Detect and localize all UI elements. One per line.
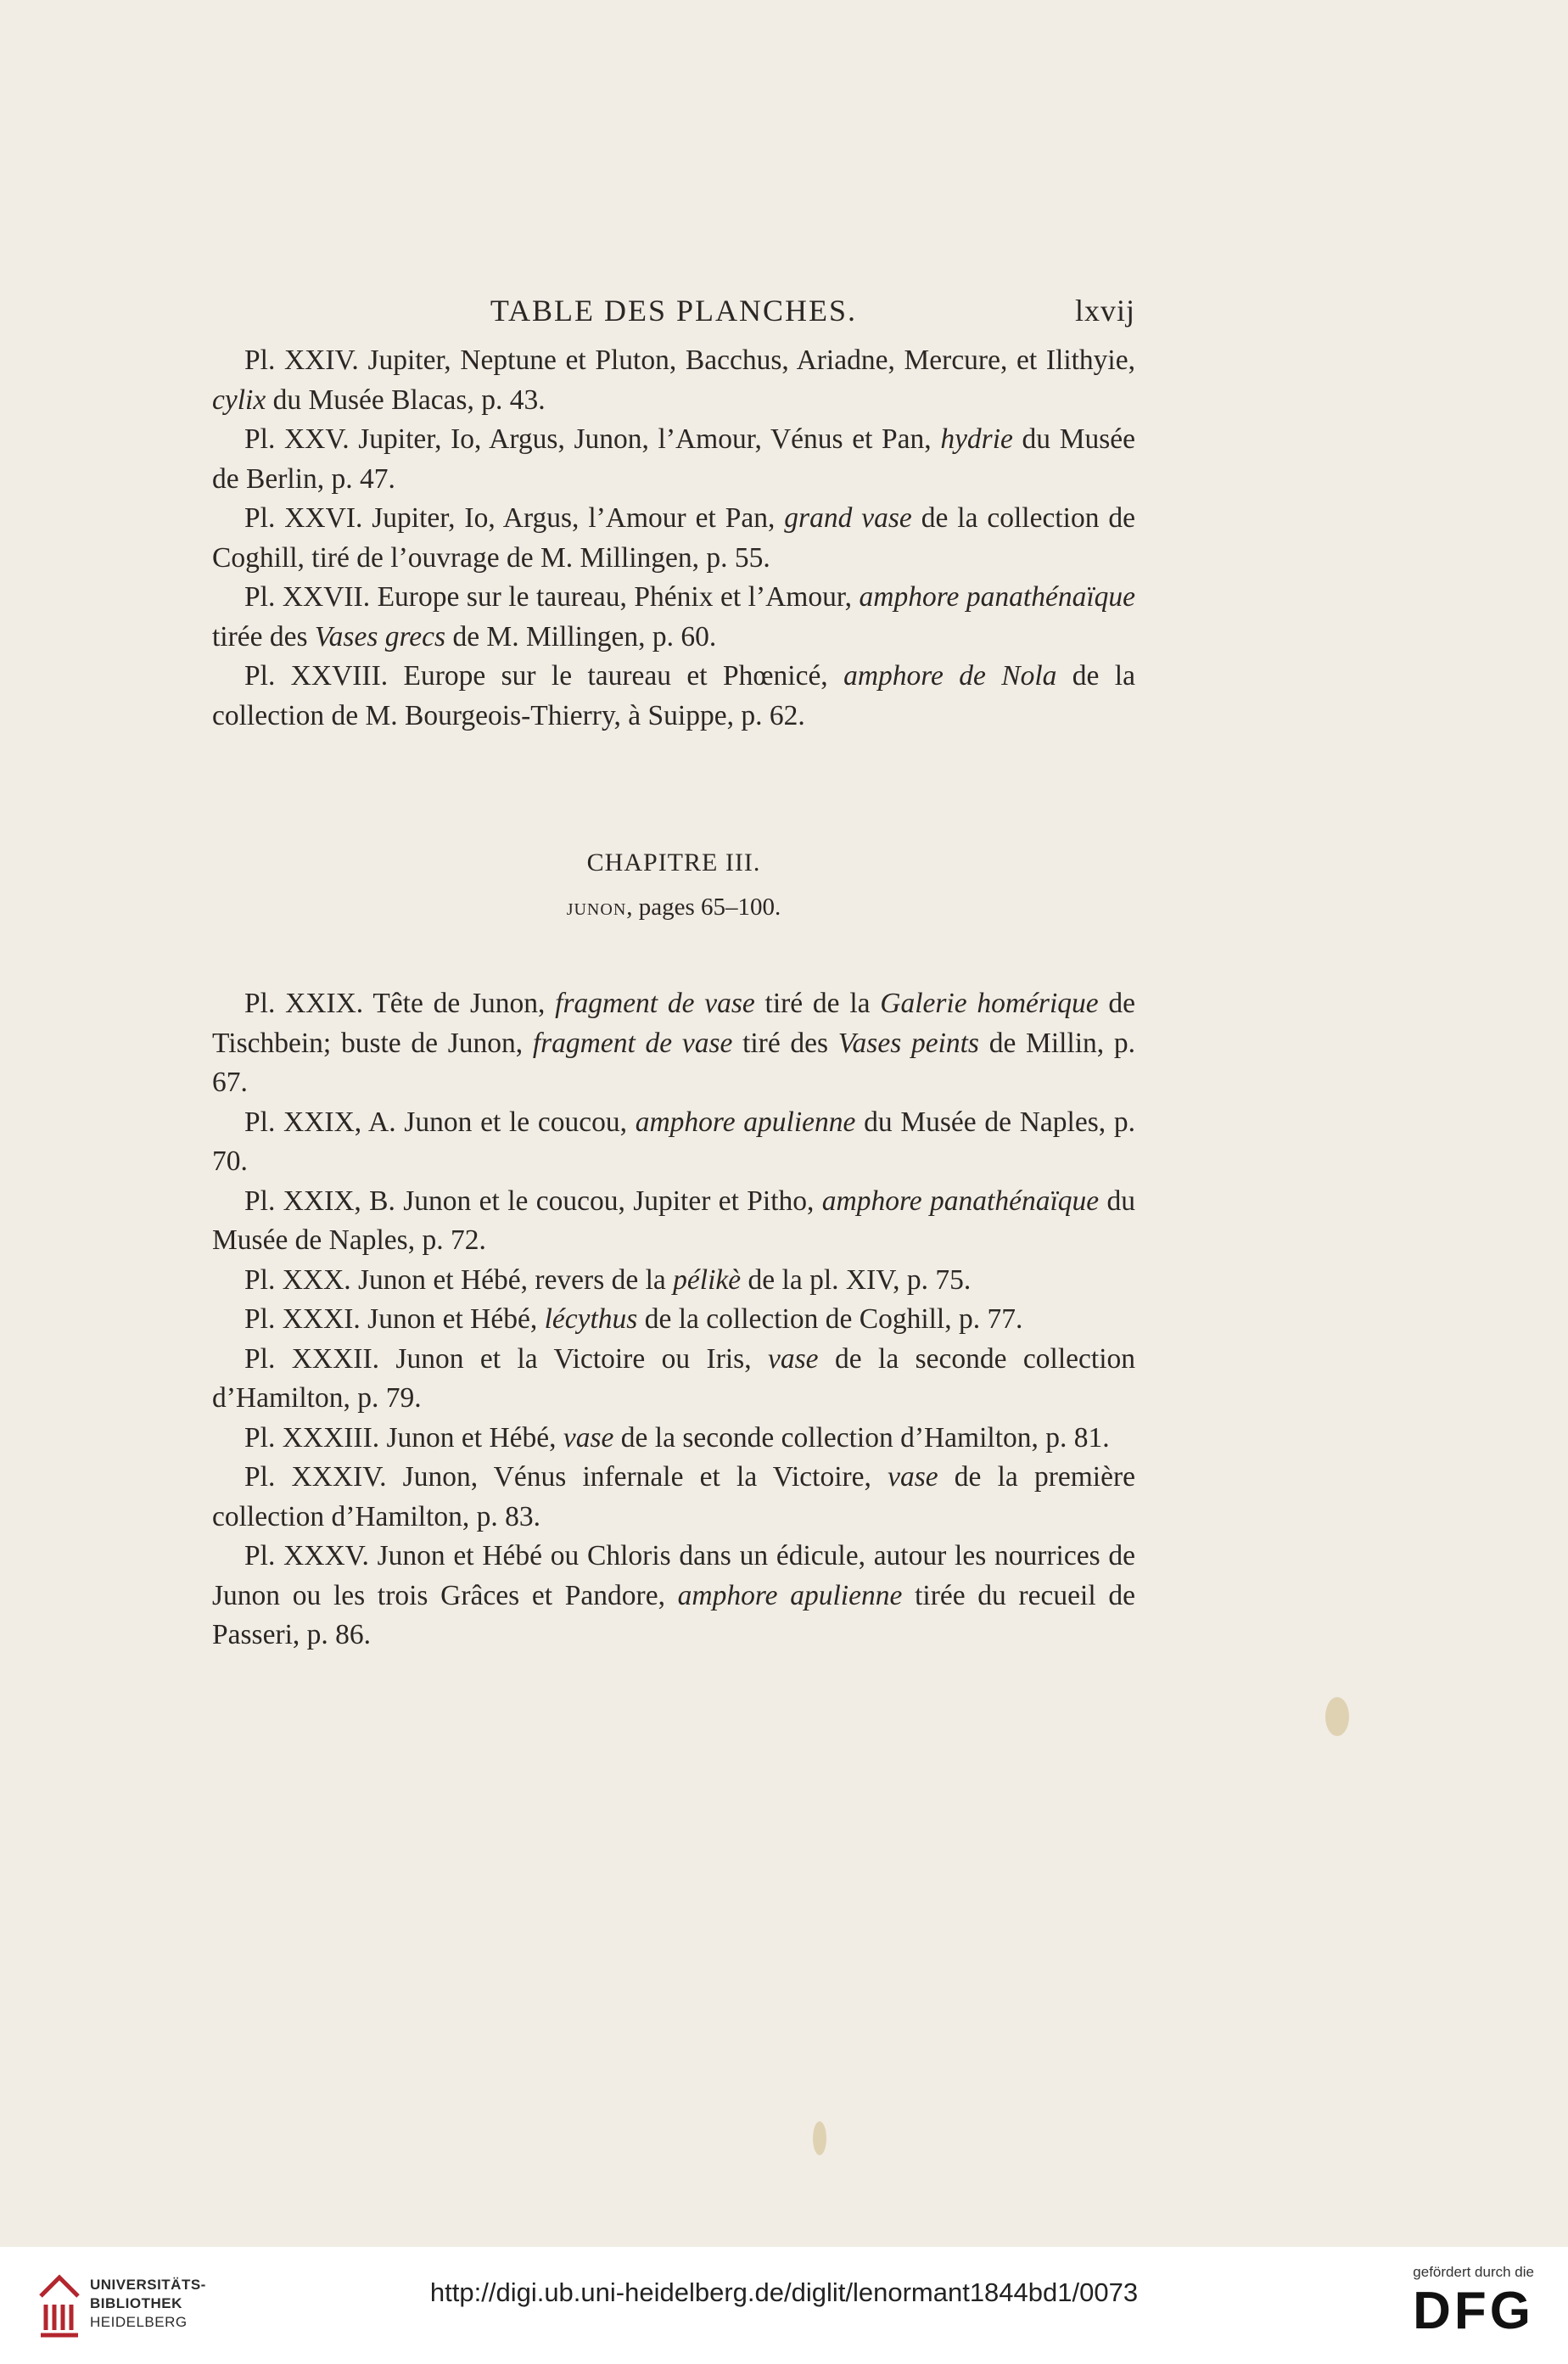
object-type: pélikè	[673, 1263, 742, 1296]
entry-text: Pl. XXXII. Junon et la Victoire ou Iris,	[244, 1342, 769, 1375]
entry-text: Pl. XXVIII. Europe sur le taureau et Phœnicé,	[244, 660, 844, 692]
entry-text: Pl. XXIX, A. Junon et le coucou,	[244, 1106, 636, 1138]
digitization-footer	[0, 2247, 1568, 2364]
object-type: vase	[888, 1461, 938, 1493]
object-type: amphore panathénaïque	[821, 1185, 1100, 1217]
paper-stain	[1325, 1697, 1349, 1736]
entry-text: Pl. XXVI. Jupiter, Io, Argus, l’Amour et Pan,	[244, 502, 785, 534]
funder-name: DFG	[1413, 2282, 1534, 2340]
plate-entry	[212, 499, 1135, 578]
object-type: vase	[563, 1421, 614, 1454]
library-name-line-2: BIBLIOTHEK	[90, 2295, 182, 2311]
permalink-url[interactable]: http://digi.ub.uni-heidelberg.de/diglit/lenormant1844bd1/0073	[429, 2277, 1139, 2307]
library-name-line-1: UNIVERSITÄTS-	[90, 2277, 206, 2293]
entry-text: Pl. XXXV. Junon et Hébé ou Chloris dans un édicule, autour les nourrices de Junon ou les trois Grâces et Pandore,	[212, 1540, 1135, 1611]
entry-text: du Musée de Naples, p. 72.	[212, 1185, 1135, 1256]
object-type: vase	[768, 1342, 819, 1375]
object-type: hydrie	[940, 423, 1013, 455]
entry-text: Pl. XXXI. Junon et Hébé,	[244, 1303, 545, 1335]
object-type: Vases grecs	[314, 620, 446, 653]
entry-text: tiré des	[732, 1027, 838, 1059]
object-type: Galerie homérique	[880, 988, 1099, 1019]
object-type: amphore panathénaïque	[859, 581, 1135, 613]
entry-text: de la collection de Coghill, p. 77.	[637, 1303, 1023, 1335]
running-header	[212, 284, 1135, 335]
object-type: amphore apulienne	[635, 1106, 856, 1138]
entry-text: du Musée de Naples, p. 70.	[212, 1106, 1135, 1177]
entry-text: du Musée de Berlin, p. 47.	[212, 423, 1136, 495]
plate-entry	[212, 341, 1135, 420]
entry-text: de Millin, p. 67.	[212, 1027, 1136, 1098]
paper-stain	[813, 2121, 826, 2155]
object-type: amphore de Nola	[843, 660, 1057, 692]
entry-text: Pl. XXVII. Europe sur le taureau, Phénix et l’Amour,	[244, 581, 860, 613]
plates-list-part-1	[212, 341, 1135, 736]
library-name-line-3: HEIDELBERG	[90, 2314, 188, 2330]
entry-text: Pl. XXXIV. Junon, Vénus infernale et la Victoire,	[244, 1461, 888, 1493]
plate-entry	[212, 984, 1135, 1103]
entry-text: du Musée Blacas, p. 43.	[266, 384, 546, 416]
entry-text: Pl. XXV. Jupiter, Io, Argus, Junon, l’Amour, Vénus et Pan,	[244, 423, 941, 455]
page-number: lxvij	[1074, 294, 1135, 328]
entry-text: Pl. XXX. Junon et Hébé, revers de la	[244, 1263, 674, 1296]
entry-text: de Tischbein; buste de Junon,	[212, 988, 1136, 1059]
entry-text: Pl. XXXIII. Junon et Hébé,	[244, 1421, 563, 1454]
object-type: amphore apulienne	[677, 1579, 903, 1611]
entry-text: de la seconde collection d’Hamilton, p. 81.	[613, 1421, 1110, 1454]
plates-list-part-2	[212, 984, 1135, 1655]
object-type: cylix	[212, 384, 266, 416]
plate-entry	[212, 1340, 1135, 1419]
plate-entry	[212, 1103, 1135, 1182]
chapter-pages: , pages 65–100.	[626, 894, 781, 921]
chapter-subheading	[212, 894, 1135, 922]
plate-entry	[212, 578, 1135, 657]
object-type: lécythus	[544, 1303, 638, 1335]
entry-text: de M. Millingen, p. 60.	[445, 620, 717, 653]
entry-text: de la collection de Coghill, tiré de l’ouvrage de M. Millingen, p. 55.	[212, 502, 1135, 574]
funding-note: gefördert durch die	[1413, 2264, 1534, 2280]
entry-text: de la pl. XIV, p. 75.	[741, 1263, 972, 1296]
chapter-heading: CHAPITRE III.	[586, 849, 761, 877]
funder-logo[interactable]	[1373, 2264, 1534, 2349]
plate-entry	[212, 420, 1135, 499]
plate-entry	[212, 1261, 1135, 1301]
object-type: fragment de vase	[532, 1027, 733, 1059]
chapter-subject: junon	[566, 894, 627, 921]
entry-text: tirée des	[212, 620, 315, 653]
entry-text: Pl. XXIX. Tête de Junon,	[244, 988, 556, 1019]
plate-entry	[212, 1537, 1135, 1655]
entry-text: tirée du recueil de Passeri, p. 86.	[212, 1579, 1135, 1650]
entry-text: tiré de la	[754, 988, 881, 1019]
plate-entry	[212, 1182, 1135, 1261]
entry-text: Pl. XXIX, B. Junon et le coucou, Jupiter et Pitho,	[244, 1185, 822, 1217]
plate-entry	[212, 1458, 1135, 1537]
entry-text: Pl. XXIV. Jupiter, Neptune et Pluton, Bacchus, Ariadne, Mercure, et Ilithyie,	[244, 345, 1135, 376]
plate-entry	[212, 1300, 1135, 1340]
object-type: fragment de vase	[555, 988, 755, 1019]
entry-text: de la collection de M. Bourgeois-Thierry, à Suippe, p. 62.	[212, 660, 1135, 731]
object-type: grand vase	[784, 502, 912, 534]
plate-entry	[212, 1419, 1135, 1459]
object-type: Vases peints	[837, 1027, 979, 1059]
entry-text: de la seconde collection d’Hamilton, p. 79.	[212, 1342, 1136, 1414]
plate-entry	[212, 657, 1135, 736]
page-title: TABLE DES PLANCHES.	[490, 294, 858, 328]
entry-text: de la première collection d’Hamilton, p. 83.	[212, 1461, 1136, 1532]
